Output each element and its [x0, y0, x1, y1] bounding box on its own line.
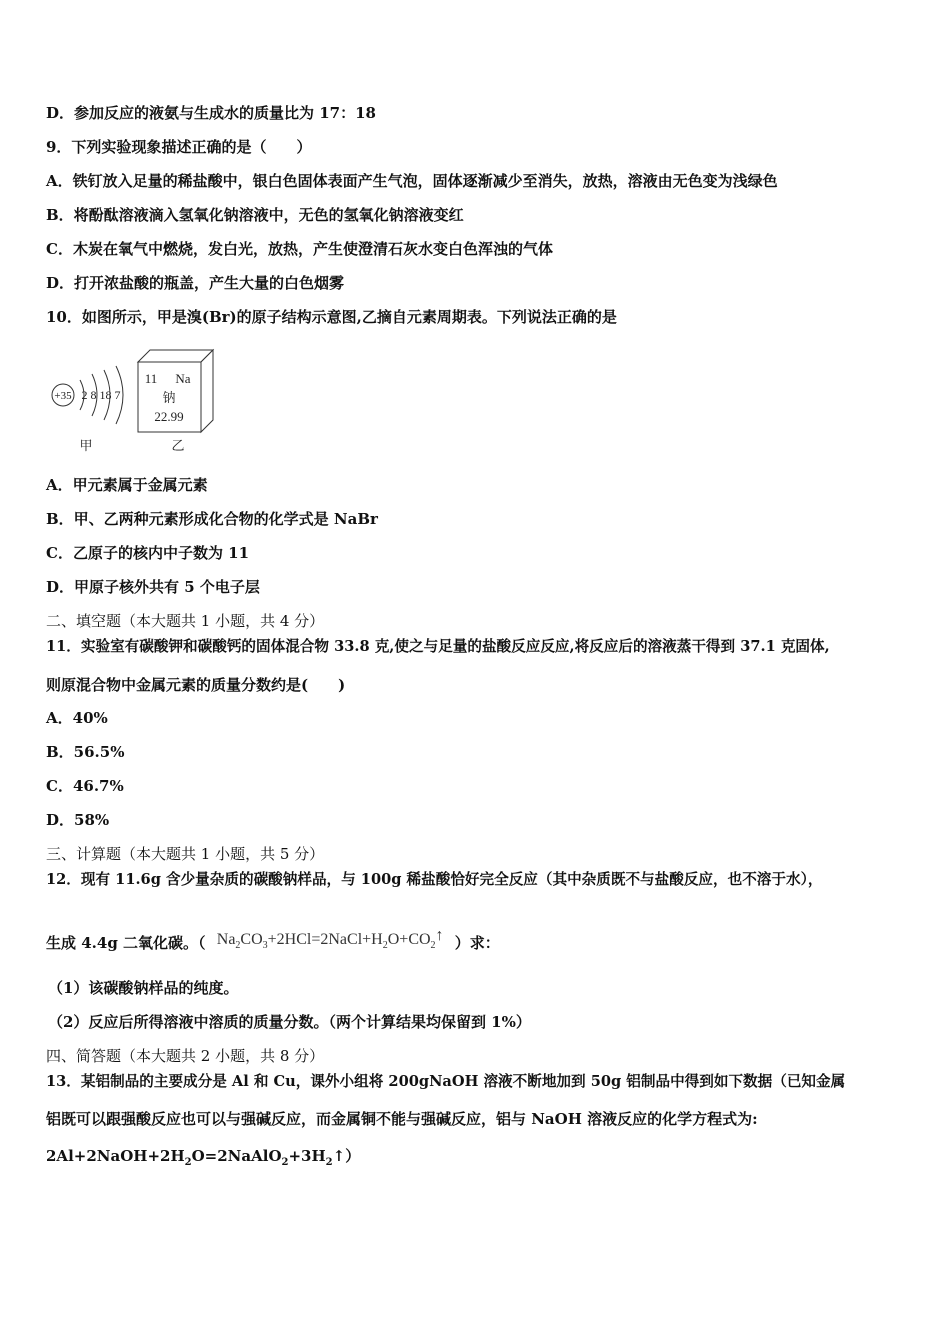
q12-stem-prefix: 生成 4.4g 二氧化碳。（ — [46, 934, 206, 952]
q13-stem-line1: 13．某铝制品的主要成分是 Al 和 Cu，课外小组将 200gNaOH 溶液不断地加到 50g 铝制品中得到如下数据（已知金属 — [46, 1073, 846, 1090]
q9-option-c: C．木炭在氧气中燃烧，发白光，放热，产生使澄清石灰水变白色浑浊的气体 — [46, 240, 553, 258]
atom-caption: 甲 — [79, 438, 93, 453]
element-symbol: Na — [175, 371, 191, 386]
periodic-table-cell — [138, 350, 213, 453]
q11-stem-line1: 11．实验室有碳酸钾和碳酸钙的固体混合物 33.8 克,使之与足量的盐酸反应反应,将反应后的溶液蒸干得到 37.1 克固体, — [46, 638, 830, 655]
q13-formula: $2Al+2NaOH+2H_2O=2NaAlO_2+3H_2↑$） — [46, 1147, 361, 1168]
q11-option-a: A．40% — [46, 709, 108, 727]
q10-option-d: D．甲原子核外共有 5 个电子层 — [46, 578, 260, 596]
q8-option-d: D．参加反应的液氨与生成水的质量比为 17：18 — [46, 104, 376, 122]
q12-chemical-equation: $Na_2CO_3+2HCl=2NaCl+H_2O+CO_2↑$ — [216, 927, 444, 952]
atom-nucleus-label: +35 — [54, 390, 72, 402]
q9-option-d: D．打开浓盐酸的瓶盖，产生大量的白色烟雾 — [46, 274, 345, 292]
element-name: 钠 — [162, 390, 176, 405]
q12-sub-question-1: （1）该碳酸钠样品的纯度。 — [48, 979, 239, 997]
q9-option-a: A．铁钉放入足量的稀盐酸中，银白色固体表面产生气泡，固体逐渐减少至消失，放热，溶液由无色变为浅绿色 — [46, 172, 778, 190]
atom-structure-diagram — [52, 366, 123, 453]
element-atomic-number: 11 — [144, 371, 158, 386]
section-4-heading: 四、简答题（本大题共 2 小题，共 8 分） — [46, 1047, 325, 1065]
section-2-heading: 二、填空题（本大题共 1 小题，共 4 分） — [46, 612, 325, 630]
q13-stem-line2: 铝既可以跟强酸反应也可以与强碱反应，而金属铜不能与强碱反应，铝与 NaOH 溶液反应的化学方程式为: — [46, 1110, 758, 1128]
atom-shell-electrons: 2 8 18 7 — [81, 388, 121, 402]
q11-option-b: B．56.5% — [46, 743, 125, 761]
element-caption: 乙 — [171, 438, 185, 453]
q10-option-a: A．甲元素属于金属元素 — [46, 476, 208, 494]
q9-stem: 9．下列实验现象描述正确的是（ ） — [46, 138, 312, 156]
q11-option-c: C．46.7% — [46, 777, 124, 795]
q9-option-b: B．将酚酞溶液滴入氢氧化钠溶液中，无色的氢氧化钠溶液变红 — [46, 206, 464, 224]
q10-option-c: C．乙原子的核内中子数为 11 — [46, 544, 250, 562]
q10-figure — [40, 346, 230, 462]
section-3-heading: 三、计算题（本大题共 1 小题，共 5 分） — [46, 845, 325, 863]
q12-stem-line2 — [46, 924, 500, 958]
q12-sub-question-2: （2）反应后所得溶液中溶质的质量分数。（两个计算结果均保留到 1%） — [48, 1013, 531, 1031]
q12-stem-line1: 12．现有 11.6g 含少量杂质的碳酸钠样品，与 100g 稀盐酸恰好完全反应（其中杂质既不与盐酸反应，也不溶于水）， — [46, 871, 823, 888]
q11-option-d: D．58% — [46, 811, 110, 829]
q11-stem-line2: 则原混合物中金属元素的质量分数约是( ) — [46, 676, 346, 694]
q12-stem-suffix: ）求： — [454, 934, 500, 952]
q10-option-b: B．甲、乙两种元素形成化合物的化学式是 NaBr — [46, 510, 378, 528]
element-atomic-mass: 22.99 — [154, 409, 184, 424]
q10-stem: 10．如图所示，甲是溴(Br)的原子结构示意图,乙摘自元素周期表。下列说法正确的是 — [46, 308, 617, 326]
